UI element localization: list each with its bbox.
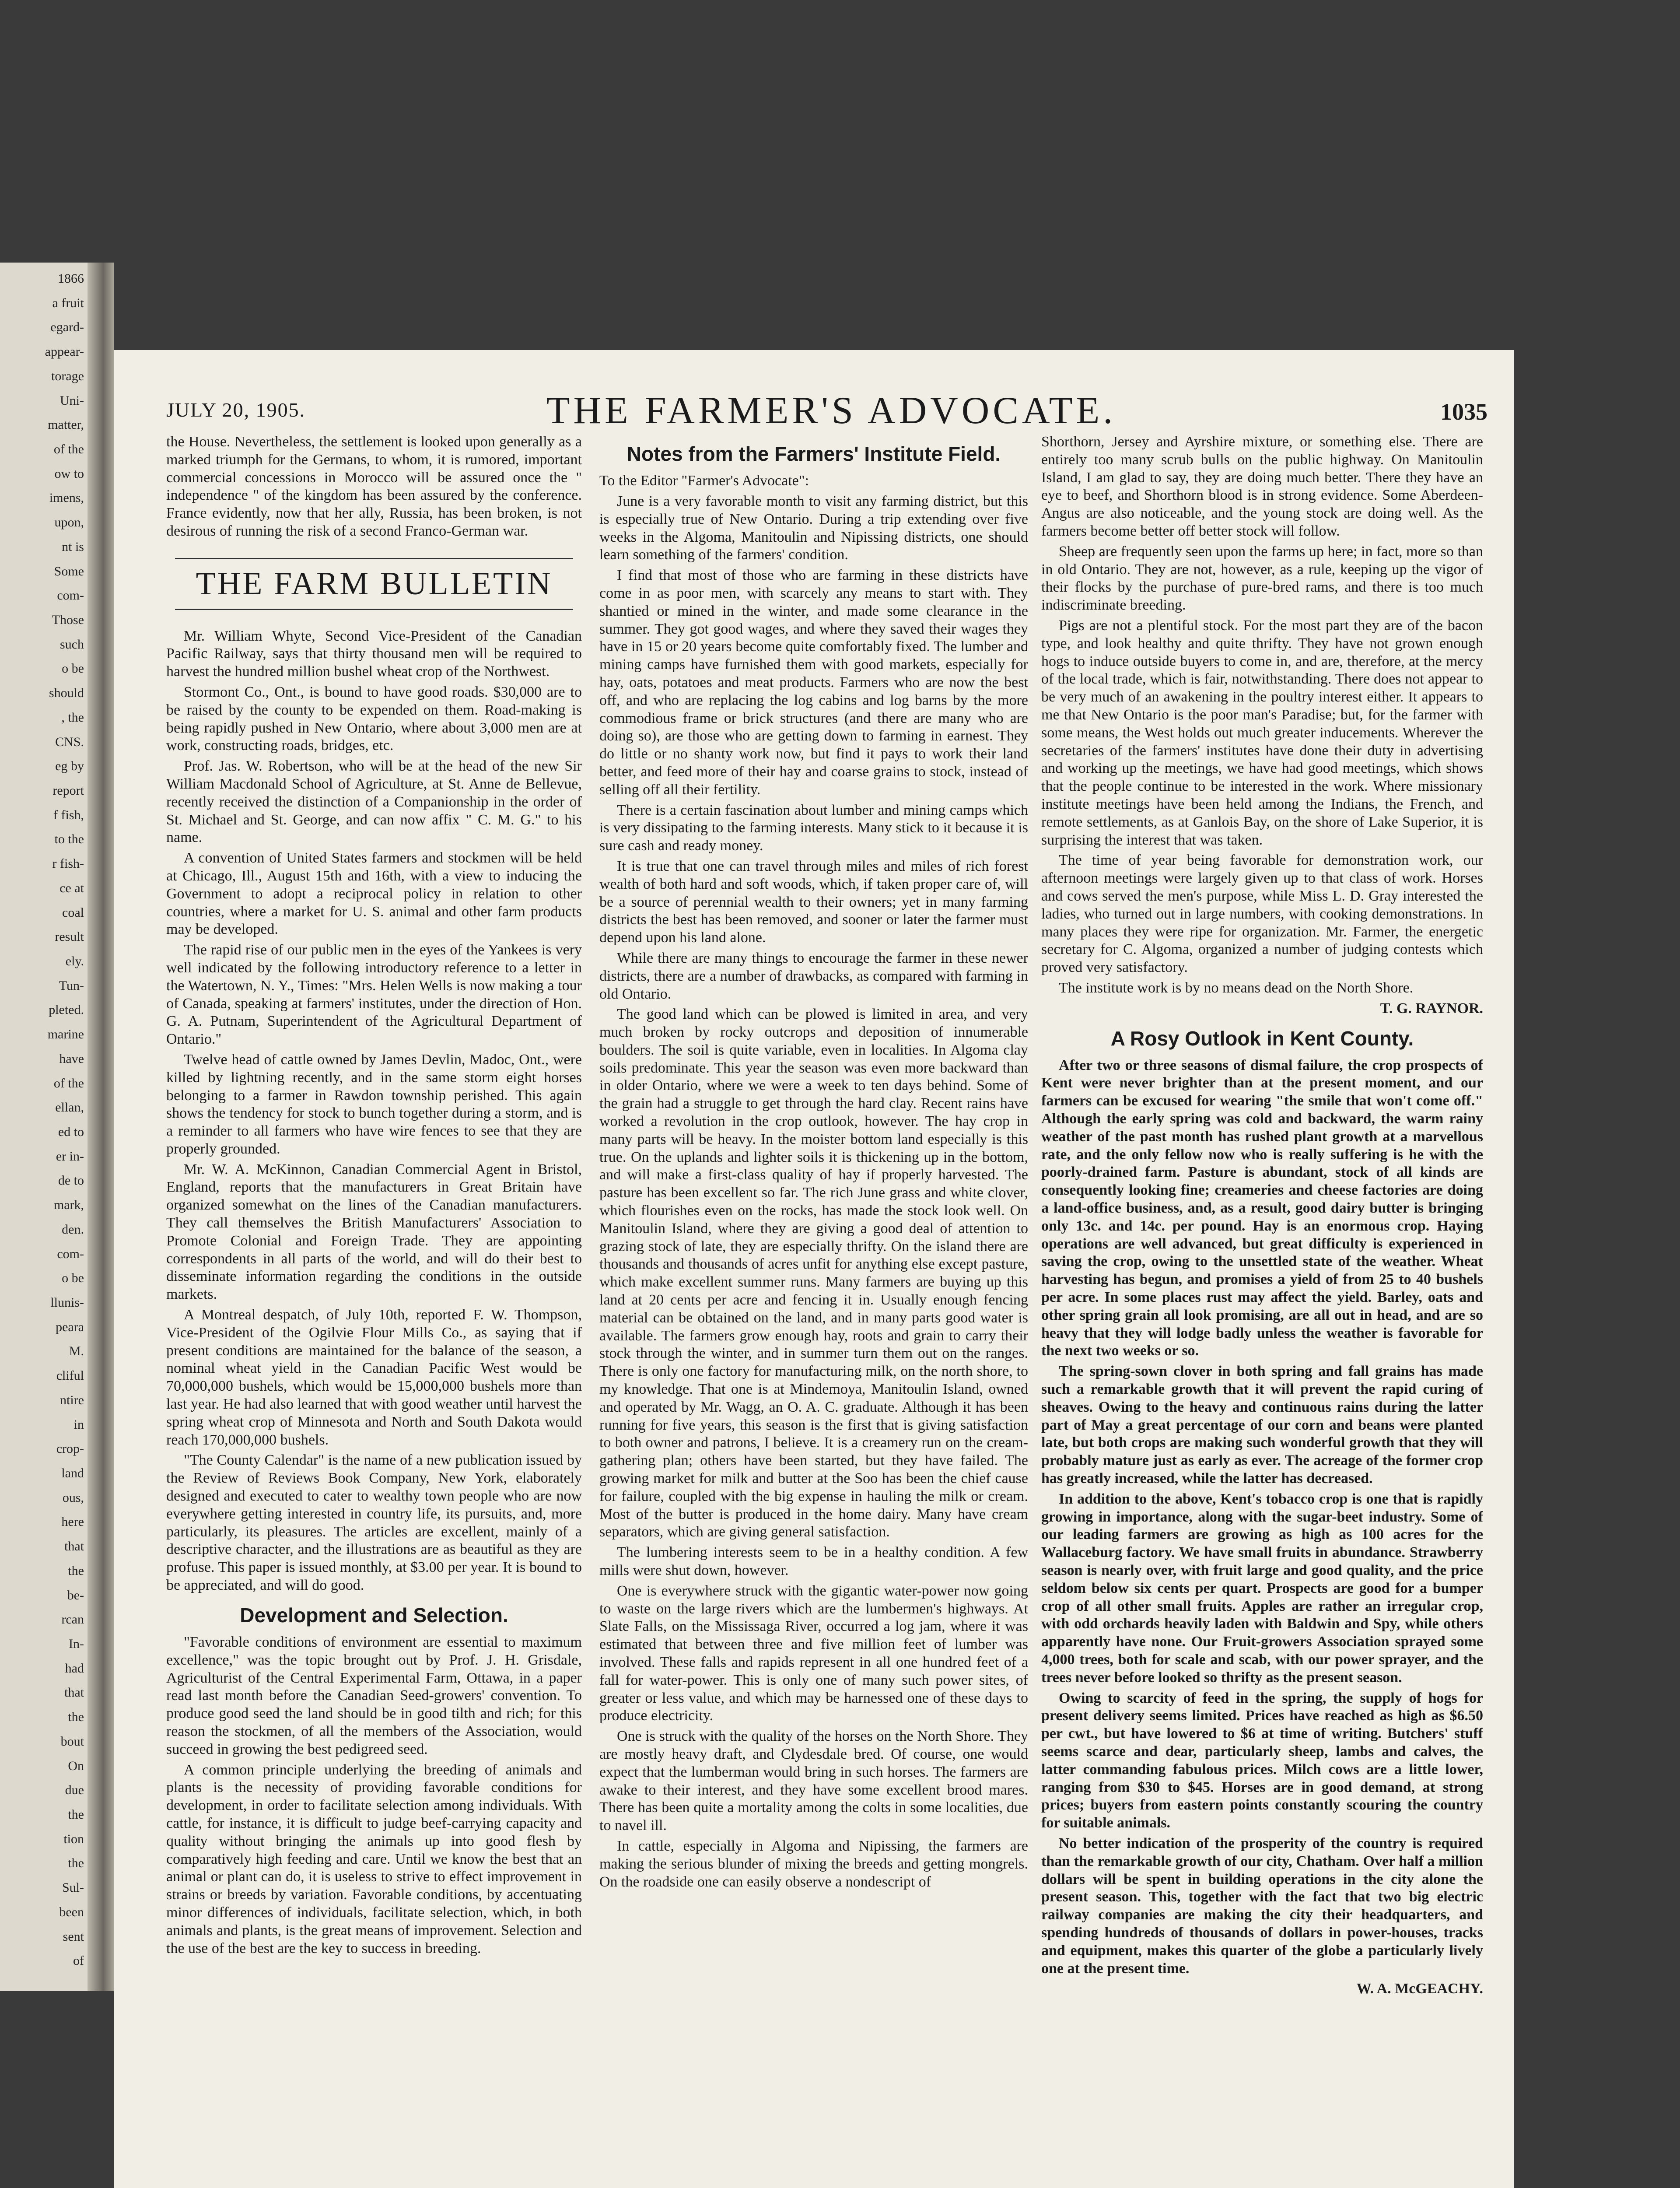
adjacent-page-fragment: cliful	[56, 1368, 84, 1383]
adjacent-page-fragment: to the	[54, 832, 84, 847]
adjacent-page-fragment: sent	[63, 1929, 84, 1944]
newspaper-page	[158, 385, 1505, 2188]
adjacent-page-fragment: Some	[54, 564, 84, 579]
adjacent-page-fragment: coal	[62, 905, 84, 920]
adjacent-page-fragment: had	[65, 1661, 84, 1676]
article-paragraph: The good land which can be plowed is limited in area, and very much broken by rocky outcrops and deposition of innumerable boulders. The soil is quite variable, even in localities. In Algoma clay soils predominate. This year the season was even more backward than in older Ontario, where we were a week to ten days behind. Some of the grain had a struggle to get through the hard clay. Recent rains have worked a revolution in the crop outlook, however. The hay crop in many parts will be heavy. In the moister bottom land especially is this true. On the uplands and lighter soils it is thickening up in the bottom, and will make a first-class quality of hay if properly harvested. The pasture has been excellent so far. The rich June grass and white clover, which flourishes even on the rocks, has made the stock look well. On Manitoulin Island, where they are giving a good deal of attention to grazing stock of late, they are especially thrifty. On the island there are thousands and thousands of acres unfit for anything else except pasture, which make excellent summer runs. Many farmers are buying up this land at 20 cents per acre and fencing it in. Usually enough fencing material can be obtained on the land, and in many parts good water is available. The farmers grow enough hay, roots and grain to carry their stock through the winter, and in summer turn them out on the ranges. There is only one factory for manufacturing milk, on the north shore, to my knowledge. That one is at Mindemoya, Manitoulin Island, owned and operated by Mr. Wagg, an O. A. C. graduate. Although it has been running for five years, this season is the first that is giving satisfaction to both owner and patrons, I believe. It is a creamery run on the cream-gathering plan; others have been started, but they have failed. The growing market for milk and butter at the Soo has been the chief cause for failure, coupled with the big expense in hauling the milk or cream. Most of the butter is produced in the home dairy. Many have cream separators, which are giving general satisfaction.	[599, 1006, 1028, 1540]
bulletin-item: Mr. W. A. McKinnon, Canadian Commercial Agent in Bristol, England, reports that the manufacturers in Great Britain have organized somewhat on the lines of the Canadian manufacturers. They call themselves the British Manufacturers' Association to Promote Colonial and Foreign Trade. They are appointing correspondents in all parts of the world, and will do their best to disseminate information regarding the conditions in the outside markets.	[166, 1161, 582, 1303]
adjacent-page-fragment: f fish,	[53, 807, 84, 822]
article-paragraph: One is struck with the quality of the horses on the North Shore. They are mostly heavy draft, and Clydesdale bred. Of course, one would expect that the lumberman would bring in such horses. The farmers are awake to their interest, and they have some excellent brood mares. There has been quite a mortality among the colts in some localities, due to navel ill.	[599, 1728, 1028, 1834]
adjacent-page-fragment: due	[65, 1783, 84, 1798]
adjacent-page-fragment: ous,	[62, 1490, 84, 1505]
adjacent-page-fragment: 1866	[58, 271, 84, 286]
adjacent-page-fragment: M.	[69, 1344, 84, 1359]
article-paragraph: "Favorable conditions of environment are essential to maximum excellence," was the topic brought out by Prof. J. H. Grisdale, Agriculturist of the Central Experimental Farm, Ottawa, in a paper read last month before the Canadian Seed-growers' convention. To produce good seed the land should be in good tilth and rich; for this reason the stockmen, of all the members of the Association, would succeed in growing the best pedigreed seed.	[166, 1634, 582, 1757]
farm-bulletin-banner	[175, 558, 573, 610]
adjacent-page-fragment: o be	[62, 661, 84, 676]
article-paragraph: The institute work is by no means dead on the North Shore.	[1059, 979, 1414, 996]
adjacent-page-fragment: the	[68, 1563, 84, 1578]
bulletin-item: Prof. Jas. W. Robertson, who will be at the head of the new Sir William Macdonald School of Agriculture, at St. Anne de Bellevue, recently received the distinction of a Companionship in the order of St. Michael and St. George, and can now affix " C. M. G." to his name.	[166, 758, 582, 846]
article-paragraph: Shorthorn, Jersey and Ayrshire mixture, or something else. There are entirely too many scrub bulls on the public highway. On Manitoulin Island, I am glad to say, they are doing much better. There they have an eye to beef, and Shorthorn blood is in strong evidence. Some Aberdeen-Angus are also noticeable, and the young stock are doing well. As the farmers become better off better stock will follow.	[1041, 434, 1483, 539]
column-middle	[599, 433, 1028, 2188]
article-paragraph: I find that most of those who are farming in these districts have come in as poor men, with scarcely any means to start with. They shantied or mined in the winter, and made some clearance in the summer. They got good wages, and where they saved their wages they have in 15 or 20 years become quite comfortably fixed. The lumber and mining camps have furnished them with good markets, especially for hay, oats, potatoes and meat products. Farmers who are now the best off, and who are replacing the log cabins and log barns by the more commodious frame or brick structures (and there are many who are doing so), are those who are getting down to farming in earnest. They do little or no shanty work now, but find it pays to work their land better, and feed more of their hay and coarse grains to stock, instead of selling off all their fertility.	[599, 567, 1028, 798]
adjacent-page-fragment: the	[68, 1807, 84, 1822]
article-paragraph: One is everywhere struck with the gigantic water-power now going to waste on the large rivers which are the lumbermen's highways. At Slate Falls, on the Mississaga River, occurred a log jam, where it was estimated that between three and five million feet of lumber was involved. These falls and rapids represent in all one hundred feet of a fall for water-power. This is only one of many such power sites, of greater or less value, and which may be harnessed one of these days to produce electricity.	[599, 1582, 1028, 1724]
bulletin-item: "The County Calendar" is the name of a new publication issued by the Review of Reviews Book Company, New York, elaborately designed and executed to cater to wealthy town people who are now everywhere getting interested in country life, its pursuits, and, more particularly, its pleasures. The articles are excellent, mainly of a descriptive character, and the illustrations are as beautiful as they are profuse. This paper is issued monthly, at $3.00 per year. It is bound to be appreciated, and will do good.	[166, 1452, 582, 1594]
adjacent-page-fragment: den.	[62, 1222, 84, 1237]
article-paragraph: Sheep are frequently seen upon the farms up here; in fact, more so than in old Ontario. They are not, however, as a rule, keeping up the vigor of their flocks by the purchase of pure-bred rams, and there is too much indiscriminate breeding.	[1041, 543, 1483, 614]
adjacent-page-fragment: ntire	[60, 1392, 84, 1407]
adjacent-page-fragment: CNS.	[55, 734, 84, 749]
article-paragraph: The lumbering interests seem to be in a healthy condition. A few mills were shut down, however.	[599, 1544, 1028, 1578]
adjacent-page-fragment: imens,	[49, 491, 84, 505]
adjacent-page-fragment: been	[59, 1904, 84, 1919]
article-paragraph: While there are many things to encourage the farmer in these newer districts, there are a number of drawbacks, as compared with farming in old Ontario.	[599, 950, 1028, 1002]
adjacent-page-fragment: ow to	[54, 466, 84, 481]
kent-county-heading: A Rosy Outlook in Kent County.	[1110, 1027, 1414, 1050]
adjacent-page-fragment: peara	[56, 1319, 84, 1334]
article-paragraph: June is a very favorable month to visit any farming district, but this is especially true of New Ontario. During a trip extending over five weeks in the Algoma, Manitoulin and Nipissing districts, one should learn something of the farmers' condition.	[599, 493, 1028, 563]
kent-county-article	[1041, 1057, 1483, 1978]
article-paragraph: Pigs are not a plentiful stock. For the most part they are of the bacon type, and look healthy and quite thrifty. They have not grown enough hogs to induce outside buyers to come in, and are, therefore, at the mercy of the local trade, which is fair, notwithstanding. There does not appear to be very much of an awakening in the poultry interest either. It appears to me that New Ontario is the poor man's Paradise; but, for the farmer with some means, the West holds out much greater inducements. Wherever the secretaries of the farmers' institutes have done their duty in advertising and working up the meetings, we have had good meetings, which shows that the people continue to be interested in the work. Where missionary institute meetings have been held among the Indians, the French, and remote settlements, as at Ganlois Bay, on the shore of Lake Superior, it is surprising the interest that was taken.	[1041, 617, 1483, 848]
adjacent-page-fragment: appear-	[45, 344, 84, 359]
bulletin-item: Twelve head of cattle owned by James Devlin, Madoc, Ont., were killed by lightning recently, and in the same storm eight horses belonging to a farmer in Rawdon township perished. This again shows the tendency for stock to bunch together during a storm, and is a reminder to all farmers who have wire fences to see that they are properly grounded.	[166, 1051, 582, 1157]
adjacent-page-fragment: com-	[57, 1246, 84, 1261]
bulletin-item: The rapid rise of our public men in the eyes of the Yankees is very well indicated by the following introductory reference to a letter in the Watertown, N. Y., Times: "Mrs. Helen Wells is now making a tour of Canada, speaking at farmers' institutes, under the direction of Hon. G. A. Putnam, Superintendent of the Agricultural Department of Ontario."	[166, 942, 582, 1048]
adjacent-page-fragment: should	[49, 686, 84, 701]
adjacent-page-edge	[0, 263, 88, 1991]
adjacent-page-fragment: in	[74, 1417, 84, 1432]
adjacent-page-fragment: the	[68, 1856, 84, 1871]
adjacent-page-fragment: of the	[53, 442, 84, 456]
article-paragraph: The spring-sown clover in both spring and fall grains has made such a remarkable growth that it will prevent the rapid curing of sheaves. Owing to the heavy and continuous rains during the latter part of May a great percentage of our corn and beans were planted late, but both crops are making such wonderful growth that they will probably mature just as early as ever. The acreage of the former crop has greatly increased, while the latter has decreased.	[1041, 1363, 1483, 1487]
article-paragraph: It is true that one can travel through miles and miles of rich forest wealth of both hard and soft woods, which, if taken proper care of, will be a source of perennial wealth to their owners; yet in many farming districts the best has been removed, and sooner or later the farmer must depend upon his land alone.	[599, 858, 1028, 946]
adjacent-page-fragment: Those	[52, 613, 84, 627]
author-signature: T. G. RAYNOR.	[1380, 1000, 1483, 1017]
adjacent-page-fragment: On	[68, 1758, 84, 1773]
adjacent-page-fragment: be-	[67, 1588, 84, 1602]
article-paragraph: A common principle underlying the breeding of animals and plants is the necessity of providing favorable conditions for development, in order to facilitate selection among individuals. With cattle, for instance, it is difficult to judge beef-carrying capacity and quality without bringing the animals up into good flesh by comparatively high feeding and care. Until we know the best that an animal or plant can do, it is useless to strive to effect improvement in strains or breeds by variation. Favorable conditions, by accentuating minor differences of individuals, facilitate selection, which, in both animals and plants, is the great means of improvement. Selection and the use of the best are the key to success in breeding.	[166, 1761, 582, 1957]
adjacent-page-fragment: a fruit	[52, 295, 84, 310]
adjacent-page-fragment: that	[64, 1685, 84, 1700]
article-paragraph: No better indication of the prosperity of the country is required than the remarkable growth of our city, Chatham. Over half a million dollars will be spent in building operations in the city alone the present season. This, together with the fact that two big electric railway companies are making the city their headquarters, and spending hundreds of thousands of dollars in power-houses, tracks and equipment, makes this quarter of the globe a particularly lively one at the present time.	[1041, 1835, 1483, 1977]
adjacent-page-fragment: of the	[53, 1076, 84, 1090]
adjacent-page-fragment: pleted.	[49, 1003, 84, 1017]
masthead-title: THE FARMER'S ADVOCATE.	[546, 389, 1116, 432]
column-left	[166, 433, 582, 2188]
letter-salutation: To the Editor "Farmer's Advocate":	[599, 473, 809, 489]
adjacent-page-fragment: bout	[60, 1734, 84, 1749]
article-paragraph: After two or three seasons of dismal failure, the crop prospects of Kent were never brighter than at the present moment, and our farmers can be excused for wearing "the smile that won't come off." Although the early spring was cold and backward, the warm rainy weather of the past month has rushed plant growth at a marvellous rate, and the only fellow now who is really suffering is he with the poorly-drained farm. Pasture is abundant, stock of all kinds are consequently looking fine; creameries and cheese factories are doing a land-office business, and, as a result, good dairy butter is bringing only 13c. and 14c. per pound. Hay is an enormous crop. Haying operations are well advanced, but great difficulty is experienced in saving the crop, owing to the unsettled state of the weather. Wheat harvesting has begun, and promises a yield of from 25 to 40 bushels per acre. In some places rust may affect the yield. Barley, oats and other spring grain all look promising, are all out in head, and are so heavy that they will lodge badly unless the weather is favorable for the next two weeks or so.	[1041, 1057, 1483, 1359]
bulletin-item: A convention of United States farmers and stockmen will be held at Chicago, Ill., August 15th and 16th, with a view to inducing the Government to adopt a reciprocal policy in relation to other countries, where a market for U. S. animal and other farm products may be developed.	[166, 850, 582, 938]
adjacent-page-fragment: land	[61, 1466, 84, 1480]
adjacent-page-fragment: tion	[63, 1831, 84, 1846]
adjacent-page-fragment: the	[68, 1710, 84, 1725]
column-right	[1041, 433, 1483, 2188]
farm-bulletin-heading: THE FARM BULLETIN	[196, 565, 553, 602]
adjacent-page-fragment: mark,	[53, 1198, 84, 1213]
article-paragraph: In addition to the above, Kent's tobacco crop is one that is rapidly growing in importance, along with the sugar-beet industry. Some of our leading farmers are growing as high as 100 acres for the Wallaceburg factory. We have small fruits in abundance. Strawberry season is nearly over, with fruit large and good quality, and the price seldom below six cents per quart. Prospects are good for a bumper crop of all other small fruits. Apples are rather an irregular crop, with odd orchards heavily laden with Baldwin and Spy, while others apparently have none. Our Fruit-growers Association sprayed some 4,000 trees, both for scale and scab, with our power sprayer, and the trees never before looked so thrifty as the present season.	[1041, 1490, 1483, 1686]
adjacent-page-fragment: Uni-	[60, 393, 84, 408]
adjacent-page-fragment: Sul-	[62, 1880, 84, 1895]
adjacent-page-fragment: llunis-	[50, 1295, 84, 1310]
adjacent-page-fragment: nt is	[62, 539, 84, 554]
article-paragraph: In cattle, especially in Algoma and Nipissing, the farmers are making the serious blunder of mixing the breeds and getting mongrels. On the roadside one can easily observe a nondescript of	[599, 1837, 1028, 1890]
adjacent-page-fragment: ely.	[65, 954, 84, 968]
page-number: 1035	[1440, 399, 1488, 425]
adjacent-page-fragment: such	[60, 637, 84, 652]
development-selection-heading: Development and Selection.	[240, 1603, 508, 1627]
bulletin-item: Stormont Co., Ont., is bound to have good roads. $30,000 are to be raised by the county to be expended on them. Road-making is being rapidly pushed in New Ontario, where about 3,000 men are at work, constructing roads, bridges, etc.	[166, 684, 582, 754]
adjacent-page-fragment: o be	[62, 1271, 84, 1286]
adjacent-page-fragment: have	[59, 1051, 84, 1066]
article-paragraph: There is a certain fascination about lumber and mining camps which is very dissipating to the farming interests. Many stick to it because it is sure cash and ready money.	[599, 802, 1028, 854]
adjacent-page-fragment: egard-	[50, 320, 84, 335]
adjacent-page-fragment: upon,	[54, 515, 84, 530]
bulletin-item: A Montreal despatch, of July 10th, reported F. W. Thompson, Vice-President of the Ogilvie Flour Mills Co., as saying that if present conditions are maintained for the balance of the season, a nominal wheat yield in the Canadian Pacific West would be 70,000,000 bushels, which would be 15,000,000 bushels more than last year. He had also learned that with good weather until harvest the spring wheat crop of Minnesota and North and South Dakota would reach 170,000,000 bushels.	[166, 1307, 582, 1448]
adjacent-page-fragment: marine	[47, 1027, 84, 1042]
institute-field-heading: Notes from the Farmers' Institute Field.	[626, 442, 1001, 465]
adjacent-page-fragment: eg by	[55, 759, 84, 774]
book-spine	[88, 263, 114, 1991]
adjacent-page-fragment: result	[55, 929, 84, 944]
adjacent-page-fragment: torage	[51, 368, 84, 383]
adjacent-page-fragment: that	[64, 1539, 84, 1554]
bulletin-item: Mr. William Whyte, Second Vice-President of the Canadian Pacific Railway, says that thirty thousand men will be required to harvest the hundred million bushel wheat crop of the Northwest.	[166, 628, 582, 680]
adjacent-page-fragment: , the	[61, 710, 84, 725]
author-signature: W. A. McGEACHY.	[1356, 1981, 1483, 1997]
adjacent-page-fragment: r fish-	[52, 856, 84, 871]
article-paragraph: The time of year being favorable for demonstration work, our afternoon meetings were largely given up to that class of work. Horses and cows served the men's purpose, while Miss L. D. Gray interested the ladies, who turned out in large numbers, with cooking demonstrations. In many places they were ripe for organization. Mr. Farmer, the energetic secretary for C. Algoma, organized a number of judging contests which proved very satisfactory.	[1041, 852, 1483, 976]
adjacent-page-fragment: ce at	[60, 880, 84, 895]
article-continuation: the House. Nevertheless, the settlement is looked upon generally as a marked triumph for the Germans, to whom, it is rumored, important commercial concessions in Morocco will be assured once the " independence " of the kingdom has been assured by the conference. France evidently, now that her ally, Russia, has been broken, is not desirous of running the risk of a second Franco-German war.	[166, 434, 582, 539]
adjacent-page-fragment: In-	[69, 1637, 84, 1651]
adjacent-page-fragment: matter,	[48, 417, 84, 432]
adjacent-page-fragment: of	[73, 1953, 84, 1968]
adjacent-page-fragment: ellan,	[55, 1100, 84, 1115]
adjacent-page-fragment: crop-	[56, 1441, 84, 1456]
adjacent-page-fragment: com-	[57, 588, 84, 603]
issue-date: JULY 20, 1905.	[166, 399, 306, 421]
adjacent-page-fragment: er in-	[56, 1149, 84, 1164]
adjacent-page-fragment: report	[52, 783, 84, 798]
adjacent-page-fragment: de to	[58, 1173, 84, 1188]
running-header	[158, 385, 1505, 433]
adjacent-page-fragment: Tun-	[59, 978, 84, 993]
adjacent-page-fragment: ed to	[58, 1125, 84, 1139]
adjacent-page-fragment: rcan	[61, 1612, 84, 1627]
article-paragraph: Owing to scarcity of feed in the spring, the supply of hogs for present delivery seems limited. Prices have reached as high as $6.50 per cwt., but have lowered to $6 at time of writing. Butchers' stuff seems scarce and dear, particularly sheep, lambs and calves, the latter commanding fabulous prices. Milch cows are a little lower, ranging from $30 to $45. Horses are in good demand, at strong prices; buyers from eastern points constantly scouring the country for suitable animals.	[1041, 1690, 1483, 1831]
adjacent-page-fragment: here	[61, 1515, 84, 1529]
